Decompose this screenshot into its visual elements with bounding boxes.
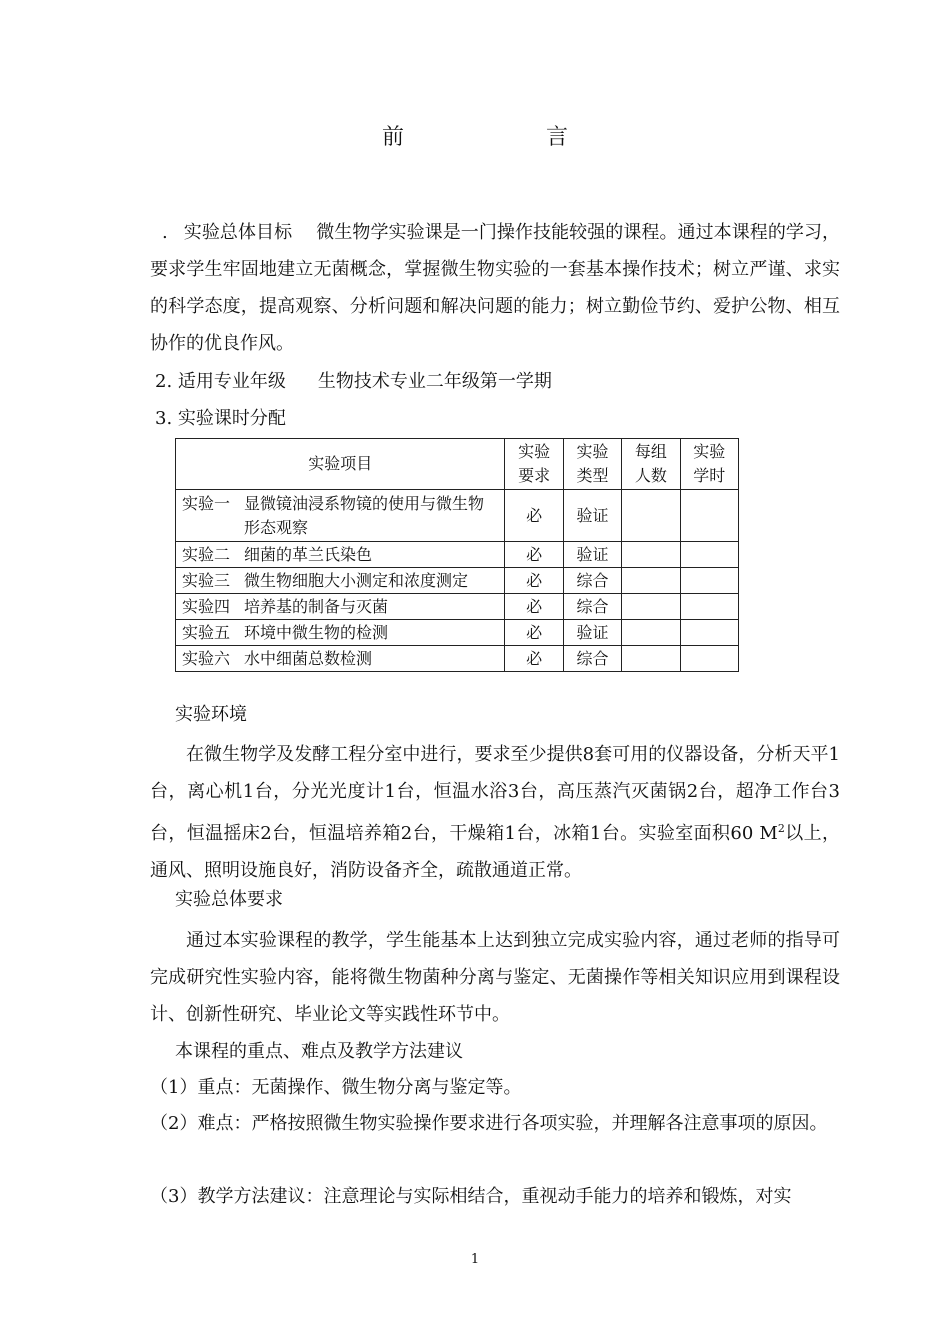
focus-item-difficulties: （2）难点：严格按照微生物实验操作要求进行各项实验，并理解各注意事项的原因。 — [150, 1113, 828, 1134]
per-group-cell — [622, 490, 680, 542]
header-hours: 实验学时 — [680, 439, 738, 490]
hours-cell — [680, 594, 738, 620]
hours-cell — [680, 542, 738, 568]
hours-cell — [680, 490, 738, 542]
section-major-value: 生物技术专业二年级第一学期 — [317, 371, 552, 392]
header-requirement: 实验要求 — [505, 439, 563, 490]
experiment-code: 实验四 — [182, 596, 231, 616]
hours-cell — [680, 568, 738, 594]
section-allocation-heading: 实验课时分配 — [177, 408, 286, 429]
requirement-cell: 必 — [505, 490, 563, 542]
focus-item-methods: （3）教学方法建议：注意理论与实际相结合，重视动手能力的培养和锻炼，对实 — [150, 1186, 792, 1207]
per-group-cell — [622, 620, 680, 646]
section-major — [155, 370, 552, 394]
environment-text: 在微生物学及发酵工程分室中进行，要求至少提供8套可用的仪器设备，分析天平1台，离心机1台，分光光度计1台，恒温水浴3台，高压蒸汽灭菌锅2台，超净工作台3台，恒温摇床2台，恒温培养箱2台，干燥箱1台，冰箱1台。实验室面积60 M — [150, 744, 840, 844]
type-cell: 验证 — [563, 620, 621, 646]
requirement-cell: 必 — [505, 646, 563, 672]
section-goal-text: 微生物学实验课是一门操作技能较强的课程。通过本课程的学习，要求学生牢固地建立无菌概念，掌握微生物实验的一套基本操作技术；树立严谨、求实的科学态度，提高观察、分析问题和解决问题的能力；树立勤俭节约、爱护公物、相互协作的优良作风。 — [150, 222, 841, 354]
experiment-title: 细菌的革兰氏染色 — [244, 544, 373, 564]
type-cell: 综合 — [563, 568, 621, 594]
type-cell: 验证 — [563, 542, 621, 568]
table-row — [176, 594, 739, 620]
table-row — [176, 620, 739, 646]
per-group-cell — [622, 646, 680, 672]
per-group-cell — [622, 594, 680, 620]
experiment-code: 实验一 — [182, 493, 231, 513]
per-group-cell — [622, 542, 680, 568]
table-row — [176, 490, 739, 542]
type-cell: 综合 — [563, 594, 621, 620]
requirement-cell: 必 — [505, 620, 563, 646]
experiment-title: 水中细菌总数检测 — [244, 648, 373, 668]
experiment-cell — [176, 646, 505, 672]
table-row — [176, 646, 739, 672]
experiment-cell — [176, 542, 505, 568]
header-type: 实验类型 — [563, 439, 621, 490]
table-row — [176, 568, 739, 594]
table-header-row — [176, 439, 739, 490]
focus-item-key-points: （1）重点：无菌操作、微生物分离与鉴定等。 — [150, 1077, 522, 1098]
hours-allocation-table — [175, 438, 739, 672]
section-goal-marker: . — [162, 222, 168, 243]
experiment-code: 实验五 — [182, 622, 231, 642]
requirements-heading: 实验总体要求 — [175, 889, 283, 910]
header-project: 实验项目 — [176, 439, 505, 490]
section-allocation — [155, 407, 286, 431]
experiment-code: 实验六 — [182, 648, 231, 668]
experiment-title: 环境中微生物的检测 — [244, 622, 389, 642]
section-major-heading: 适用专业年级 — [177, 371, 286, 392]
experiment-title: 显微镜油浸系物镜的使用与微生物形态观察 — [244, 493, 485, 537]
section-major-marker: 2. — [155, 371, 173, 392]
page-number: 1 — [470, 1252, 480, 1267]
experiment-cell — [176, 490, 505, 542]
experiment-cell — [176, 620, 505, 646]
experiment-title: 微生物细胞大小测定和浓度测定 — [244, 570, 469, 590]
experiment-cell — [176, 594, 505, 620]
requirements-text-block — [150, 922, 840, 1033]
experiment-code: 实验二 — [182, 544, 231, 564]
hours-cell — [680, 620, 738, 646]
focus-heading: 本课程的重点、难点及教学方法建议 — [175, 1041, 463, 1062]
environment-superscript: 2 — [777, 822, 785, 835]
per-group-cell — [622, 568, 680, 594]
environment-heading: 实验环境 — [175, 704, 247, 725]
section-goal-heading: 实验总体目标 — [183, 222, 293, 243]
requirement-cell: 必 — [505, 542, 563, 568]
section-allocation-marker: 3. — [155, 408, 173, 429]
type-cell: 综合 — [563, 646, 621, 672]
page-title: 前 言 — [381, 125, 628, 150]
hours-cell — [680, 646, 738, 672]
environment-text-block — [150, 736, 840, 889]
header-per-group: 每组人数 — [622, 439, 680, 490]
requirement-cell: 必 — [505, 594, 563, 620]
requirements-text: 通过本实验课程的教学，学生能基本上达到独立完成实验内容，通过老师的指导可完成研究性实验内容，能将微生物菌种分离与鉴定、无菌操作等相关知识应用到课程设计、创新性研究、毕业论文等实践性环节中。 — [150, 930, 840, 1025]
section-goal — [150, 214, 840, 362]
environment-text-after: 以上，通风、照明设施良好，消防设备齐全，疏散通道正常。 — [150, 823, 840, 881]
experiment-cell — [176, 568, 505, 594]
type-cell: 验证 — [563, 490, 621, 542]
table-row — [176, 542, 739, 568]
requirement-cell: 必 — [505, 568, 563, 594]
experiment-code: 实验三 — [182, 570, 231, 590]
experiment-title: 培养基的制备与灭菌 — [244, 596, 389, 616]
